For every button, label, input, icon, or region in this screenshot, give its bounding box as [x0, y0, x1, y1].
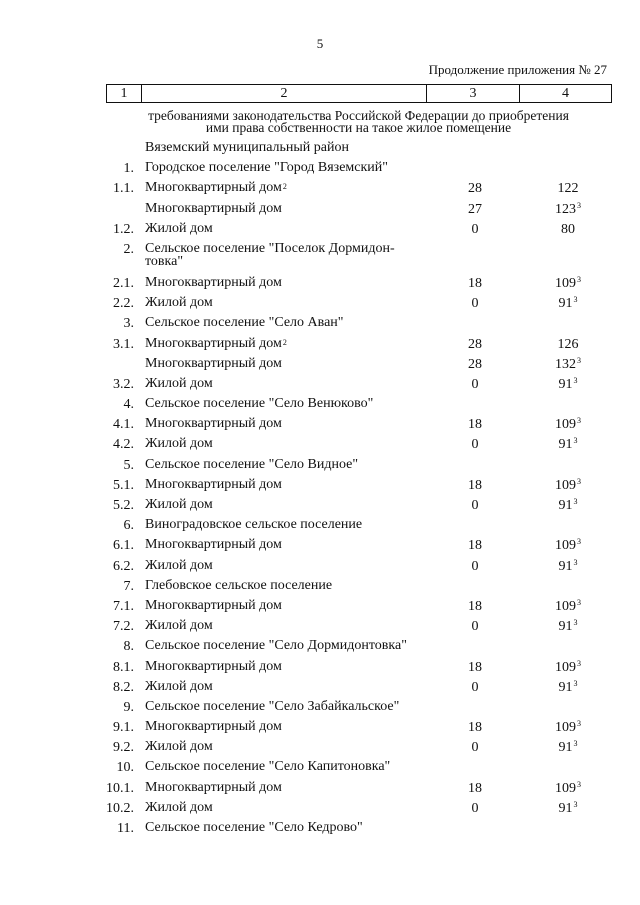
row-name-text: Жилой дом [145, 557, 213, 573]
row-column-3 [445, 619, 505, 635]
row-number-text: 8. [123, 639, 134, 655]
table-row [0, 141, 640, 161]
table-row [0, 619, 640, 639]
row-column-4-text: 109 [555, 417, 576, 433]
table-row [0, 397, 640, 417]
row-name-text: Виноградовское сельское поселение [145, 517, 363, 533]
row-number [124, 518, 135, 534]
row-column-4-text: 91 [558, 437, 573, 453]
row-number [113, 417, 134, 433]
footnote-marker: 3 [577, 274, 581, 284]
row-number-text: 10.1. [106, 780, 134, 796]
row-column-3 [445, 337, 505, 353]
row-name-text: Сельское поселение "Село Капитоновка" [145, 759, 391, 775]
row-column-3 [445, 740, 505, 756]
row-column-4 [538, 222, 598, 238]
row-column-3-text: 28 [468, 181, 482, 197]
row-column-3-text: 0 [471, 800, 479, 816]
row-number-text: 8.2. [113, 679, 134, 695]
row-name-text: Сельское поселение "Село Аван" [145, 315, 344, 331]
row-number-text: 2.1. [113, 275, 134, 291]
row-column-3 [445, 377, 505, 393]
row-name [145, 781, 430, 794]
footnote-marker: 2 [282, 182, 287, 192]
row-column-4-text: 109 [555, 538, 576, 554]
row-number [113, 222, 134, 238]
row-number [124, 639, 135, 655]
row-number-text: 2.2. [113, 296, 134, 312]
row-column-4 [538, 801, 598, 817]
row-column-3-text: 0 [471, 558, 479, 574]
row-column-4-text: 91 [558, 296, 573, 312]
table-row [0, 222, 640, 242]
row-number-text: 8.1. [113, 659, 134, 675]
row-column-4-text: 91 [558, 558, 573, 574]
footnote-marker: 3 [573, 799, 578, 809]
row-column-3-text: 18 [468, 720, 482, 736]
row-column-3 [445, 720, 505, 736]
footnote-marker: 3 [573, 739, 578, 749]
row-number-text: 10. [116, 760, 134, 776]
row-number [124, 316, 135, 332]
row-number-text: 5. [123, 457, 134, 473]
row-number [124, 242, 135, 258]
row-number-text: 3.2. [113, 376, 134, 392]
footnote-marker: 3 [573, 557, 578, 567]
row-column-3 [445, 276, 505, 292]
row-column-4 [538, 720, 598, 736]
table-row [0, 202, 640, 222]
row-name-text: Жилой дом [145, 375, 213, 391]
column-header-4: 4 [520, 85, 612, 103]
row-column-3-text: 0 [471, 740, 479, 756]
row-name [145, 397, 430, 410]
row-column-3-text: 18 [468, 659, 482, 675]
table-row [0, 478, 640, 498]
row-number-text: 6.2. [113, 558, 134, 574]
footnote-marker: 3 [577, 537, 581, 547]
footnote-marker: 3 [577, 476, 581, 486]
row-name-text: Вяземский муниципальный район [145, 140, 349, 155]
row-name [145, 181, 430, 194]
row-number [124, 397, 135, 413]
row-name [145, 619, 430, 632]
row-name [145, 700, 430, 713]
footnote-marker: 3 [577, 719, 581, 729]
table-row [0, 518, 640, 538]
row-column-4-text: 123 [555, 201, 576, 217]
row-number-text: 2. [123, 241, 134, 257]
row-name-text: Жилой дом [145, 497, 213, 512]
column-header-row [107, 85, 612, 103]
footnote-marker: 3 [577, 779, 581, 789]
row-number-text: 4.1. [113, 417, 134, 433]
table-row [0, 337, 640, 357]
table-row [0, 760, 640, 780]
row-name [145, 720, 430, 733]
row-name-text: Сельское поселение "Село Видное" [145, 456, 359, 472]
row-column-4 [538, 660, 598, 676]
row-number [113, 337, 134, 353]
row-column-3 [445, 437, 505, 453]
row-number-text: 7. [123, 578, 134, 594]
row-column-4 [538, 202, 598, 218]
row-number-text: 9.2. [113, 740, 134, 756]
row-number [113, 478, 134, 494]
row-name [145, 222, 430, 235]
row-number [113, 720, 134, 736]
row-column-3-text: 28 [468, 336, 482, 352]
row-name-text: Жилой дом [145, 739, 213, 755]
row-name-text: Многоквартирный дом [145, 274, 282, 290]
row-column-3 [445, 222, 505, 238]
row-number [113, 538, 134, 554]
row-name-text: Жилой дом [145, 295, 213, 311]
table-row [0, 639, 640, 659]
row-column-3-text: 0 [471, 679, 479, 695]
row-name [145, 680, 430, 693]
row-column-4 [538, 781, 598, 797]
row-column-3-text: 0 [471, 619, 479, 635]
footnote-marker: 3 [577, 597, 581, 607]
row-name-text: Многоквартирный дом [145, 335, 282, 351]
table-row [0, 700, 640, 720]
row-column-3-text: 0 [471, 498, 479, 513]
table-row [0, 781, 640, 801]
row-name [145, 458, 430, 471]
row-column-4-text: 109 [555, 720, 576, 736]
table-row [0, 316, 640, 336]
row-name-text: Многоквартирный дом [145, 779, 282, 795]
row-column-3 [445, 781, 505, 797]
row-column-4 [538, 538, 598, 554]
table-body [0, 141, 640, 841]
intro-line: требованиями законодательства Российской Федерации до приобретения [148, 108, 569, 123]
row-name [145, 559, 430, 572]
table-row [0, 660, 640, 680]
row-name [145, 478, 430, 491]
row-number [117, 760, 135, 776]
row-name [145, 296, 430, 309]
row-column-4-text: 122 [557, 181, 579, 197]
page-number: 5 [316, 36, 324, 51]
row-name-text: Многоквартирный дом [145, 658, 282, 674]
footnote-marker: 3 [573, 436, 578, 446]
row-column-4 [538, 296, 598, 312]
row-name-text: Многоквартирный дом [145, 537, 282, 553]
row-name-text: Жилой дом [145, 618, 213, 634]
row-number-text: 4. [123, 397, 134, 413]
row-name-text: Сельское поселение "Село Кедрово" [145, 820, 363, 835]
row-number [113, 498, 134, 514]
row-column-4 [538, 498, 598, 514]
row-number [106, 801, 134, 817]
row-name-text: Многоквартирный дом [145, 719, 282, 735]
row-name [145, 337, 430, 350]
row-name [145, 202, 430, 215]
row-column-3 [445, 478, 505, 494]
row-name [145, 801, 430, 814]
row-name-text: Жилой дом [145, 799, 213, 815]
row-number-text: 6. [123, 518, 134, 534]
row-name-text: Сельское поселение "Село Забайкальское" [145, 698, 400, 714]
row-name [145, 377, 430, 390]
row-name [145, 599, 430, 612]
row-column-4 [538, 437, 598, 453]
continuation-note: Продолжение приложения № 27 [428, 62, 607, 77]
row-number-text: 7.1. [113, 598, 134, 614]
row-column-3 [445, 538, 505, 554]
row-name-text: Жилой дом [145, 436, 213, 452]
table-row [0, 357, 640, 377]
row-number-text: 9. [123, 699, 134, 715]
row-number [113, 740, 134, 756]
table-row [0, 498, 640, 518]
row-number [113, 680, 134, 696]
row-column-4 [538, 478, 598, 494]
row-name [145, 161, 430, 174]
row-column-3-text: 18 [468, 275, 482, 291]
table-row [0, 181, 640, 201]
row-name [145, 579, 430, 592]
row-number-text: 9.1. [113, 720, 134, 736]
row-column-4 [538, 181, 598, 197]
table-row [0, 161, 640, 181]
row-column-4-text: 109 [555, 275, 576, 291]
row-column-3-text: 0 [471, 221, 479, 237]
table-row [0, 821, 640, 841]
row-column-4 [538, 337, 598, 353]
footnote-marker: 3 [577, 355, 581, 365]
row-name-text: Сельское поселение "Село Дормидонтовка" [145, 638, 407, 654]
row-number [124, 161, 135, 177]
row-column-4 [538, 357, 598, 373]
footnote-marker: 3 [577, 200, 581, 210]
row-column-4 [538, 559, 598, 575]
row-column-4-text: 126 [557, 336, 579, 352]
row-number [106, 781, 134, 797]
row-column-3-text: 27 [468, 201, 482, 217]
row-name-text: Многоквартирный дом [145, 180, 282, 196]
row-column-4-text: 91 [558, 376, 573, 392]
row-column-4 [538, 417, 598, 433]
footnote-marker: 3 [573, 618, 578, 628]
row-column-4-text: 132 [555, 356, 576, 372]
row-column-3 [445, 680, 505, 696]
table-row [0, 276, 640, 296]
row-column-3-text: 18 [468, 598, 482, 614]
row-number [113, 276, 134, 292]
row-name [145, 639, 430, 652]
footnote-marker: 3 [573, 678, 578, 688]
column-header-table [106, 84, 612, 103]
row-name-text: Многоквартирный дом [145, 355, 282, 371]
table-row [0, 801, 640, 821]
row-column-4 [538, 377, 598, 393]
row-column-3 [445, 181, 505, 197]
row-number [113, 377, 134, 393]
row-column-3 [445, 801, 505, 817]
row-column-4-text: 91 [558, 498, 573, 513]
row-number [113, 437, 134, 453]
row-name-text: Многоквартирный дом [145, 200, 282, 216]
table-row [0, 599, 640, 619]
row-name [145, 660, 430, 673]
row-column-4 [538, 619, 598, 635]
row-column-4-text: 80 [561, 221, 575, 237]
row-name [145, 242, 430, 268]
row-name-text: Многоквартирный дом [145, 476, 282, 492]
table-row [0, 377, 640, 397]
row-name [145, 518, 430, 531]
row-column-4 [538, 740, 598, 756]
row-name-text: Глебовское сельское поселение [145, 577, 333, 593]
intro-text [106, 110, 611, 134]
row-number [113, 599, 134, 615]
row-number-text: 1. [123, 161, 134, 177]
row-number-text: 1.1. [113, 181, 134, 197]
row-number-text: 7.2. [113, 619, 134, 635]
row-name [145, 760, 430, 773]
row-column-4 [538, 276, 598, 292]
row-column-3 [445, 498, 505, 514]
row-number-text: 3.1. [113, 336, 134, 352]
row-column-3 [445, 357, 505, 373]
row-name [145, 276, 430, 289]
table-row [0, 296, 640, 316]
row-number [113, 660, 134, 676]
row-name [145, 538, 430, 551]
row-column-3 [445, 296, 505, 312]
row-number-text: 11. [117, 821, 134, 836]
row-name [145, 357, 430, 370]
table-row [0, 559, 640, 579]
row-number [113, 559, 134, 575]
row-column-4-text: 109 [555, 780, 576, 796]
row-name [145, 316, 430, 329]
row-name-text: Городское поселение "Город Вяземский" [145, 160, 389, 176]
row-name-text: Жилой дом [145, 220, 213, 236]
row-number [124, 458, 135, 474]
row-column-3 [445, 202, 505, 218]
row-number-text: 4.2. [113, 437, 134, 453]
column-header-2: 2 [142, 85, 427, 103]
row-column-4-text: 91 [558, 619, 573, 635]
footnote-marker: 3 [573, 375, 578, 385]
row-column-3-text: 18 [468, 780, 482, 796]
row-column-4-text: 109 [555, 477, 576, 493]
row-name-text: Многоквартирный дом [145, 416, 282, 432]
column-header-1: 1 [107, 85, 142, 103]
table-row [0, 417, 640, 437]
row-number-text: 3. [123, 316, 134, 332]
row-column-4 [538, 680, 598, 696]
footnote-marker: 3 [577, 658, 581, 668]
row-number [124, 700, 135, 716]
row-column-4-text: 91 [558, 740, 573, 756]
row-column-4 [538, 599, 598, 615]
row-column-3 [445, 559, 505, 575]
footnote-marker: 2 [282, 337, 287, 347]
row-column-4-text: 91 [558, 679, 573, 695]
row-column-4-text: 109 [555, 659, 576, 675]
column-header-3: 3 [427, 85, 520, 103]
table-row [0, 579, 640, 599]
row-number-text: 5.2. [113, 498, 134, 513]
table-row [0, 242, 640, 276]
row-column-3-text: 18 [468, 417, 482, 433]
row-number-text: 10.2. [106, 800, 134, 816]
row-name-text: Сельское поселение "Поселок Дормидон-товка" [145, 240, 395, 269]
footnote-marker: 3 [573, 497, 578, 506]
row-name [145, 821, 430, 834]
row-column-3-text: 18 [468, 538, 482, 554]
row-number-text: 5.1. [113, 477, 134, 493]
row-column-3 [445, 417, 505, 433]
row-column-4-text: 109 [555, 598, 576, 614]
row-name-text: Сельское поселение "Село Венюково" [145, 396, 374, 412]
table-row [0, 458, 640, 478]
table-row [0, 538, 640, 558]
row-name [145, 417, 430, 430]
row-number [113, 296, 134, 312]
row-number [117, 821, 134, 837]
table-row [0, 680, 640, 700]
footnote-marker: 3 [577, 416, 581, 426]
row-number [124, 579, 135, 595]
footnote-marker: 3 [573, 295, 578, 305]
row-number [113, 181, 134, 197]
row-number-text: 1.2. [113, 221, 134, 237]
row-number [113, 619, 134, 635]
row-number-text: 6.1. [113, 538, 134, 554]
row-column-3 [445, 599, 505, 615]
intro-line: ими права собственности на такое жилое помещение [205, 120, 512, 135]
table-row [0, 720, 640, 740]
row-name-text: Жилой дом [145, 678, 213, 694]
table-row [0, 740, 640, 760]
row-column-4-text: 91 [558, 800, 573, 816]
row-name [145, 498, 430, 511]
row-column-3 [445, 660, 505, 676]
table-row [0, 437, 640, 457]
row-column-3-text: 28 [468, 356, 482, 372]
row-column-3-text: 0 [471, 437, 479, 453]
row-name-text: Многоквартирный дом [145, 597, 282, 613]
row-name [145, 740, 430, 753]
row-column-3-text: 18 [468, 477, 482, 493]
row-name [145, 437, 430, 450]
row-column-3-text: 0 [471, 376, 479, 392]
row-column-3-text: 0 [471, 296, 479, 312]
row-name [145, 141, 430, 154]
